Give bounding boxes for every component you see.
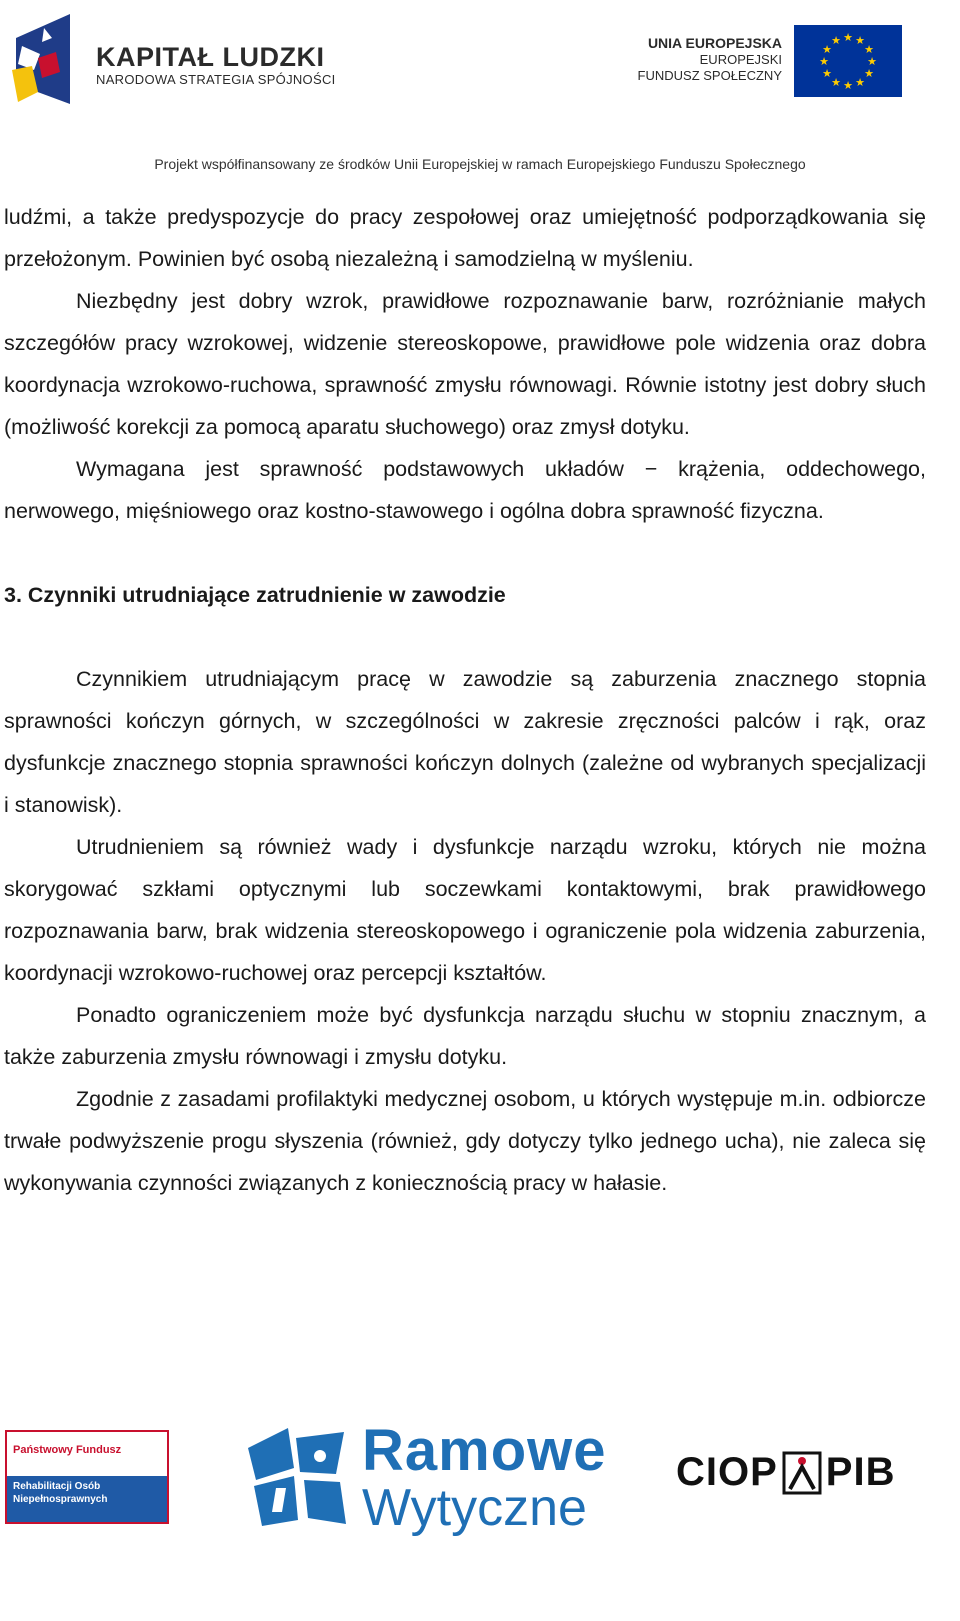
kapital-ludzki-wordmark bbox=[96, 42, 336, 88]
ciop-person-icon bbox=[782, 1451, 822, 1495]
paragraph-3: Wymagana jest sprawność podstawowych układów − krążenia, oddechowego, nerwowego, mięśniowego oraz kostno-stawowego i ogólna dobra sprawność fizyczna. bbox=[4, 457, 926, 523]
paragraph-4: Czynnikiem utrudniającym pracę w zawodzie są zaburzenia znacznego stopnia sprawności kończyn górnych, w szczególności w zakresie zręczności palców i rąk, oraz dysfunkcje znacznego stopnia sprawności kończyn dolnych (zależne od wybranych specjalizacji i stanowisk). bbox=[4, 667, 926, 817]
svg-text:★: ★ bbox=[831, 76, 841, 89]
document-body bbox=[4, 196, 926, 1204]
svg-text:★: ★ bbox=[867, 55, 877, 68]
svg-text:★: ★ bbox=[855, 76, 865, 89]
page-footer bbox=[0, 1420, 960, 1620]
wytyczne-title: Wytyczne bbox=[362, 1479, 587, 1537]
paragraph-6: Ponadto ograniczeniem może być dysfunkcja narządu słuchu w stopniu znacznym, a także zaburzenia zmysłu równowagi i zmysłu dotyku. bbox=[4, 1003, 926, 1069]
svg-text:★: ★ bbox=[822, 67, 832, 80]
svg-text:★: ★ bbox=[864, 43, 874, 56]
eu-line-1: UNIA EUROPEJSKA bbox=[647, 35, 782, 51]
page-header bbox=[0, 0, 960, 190]
ramowe-wytyczne-wordmark bbox=[362, 1418, 607, 1537]
pfron-logo bbox=[5, 1430, 169, 1524]
svg-text:★: ★ bbox=[864, 67, 874, 80]
svg-text:★: ★ bbox=[822, 43, 832, 56]
pfron-logo-bottom: Rehabilitacji Osób Niepełnosprawnych bbox=[7, 1476, 167, 1522]
ramowe-title: Ramowe bbox=[362, 1418, 607, 1483]
kapital-ludzki-logo-icon bbox=[8, 8, 78, 118]
svg-text:★: ★ bbox=[819, 55, 829, 68]
eu-line-3: FUNDUSZ SPOŁECZNY bbox=[637, 68, 782, 83]
pib-text: PIB bbox=[825, 1450, 896, 1494]
pfron-logo-top: Państwowy Fundusz bbox=[13, 1444, 122, 1456]
paragraph-2: Niezbędny jest dobry wzrok, prawidłowe rozpoznawanie barw, rozróżnianie małych szczegółów pracy wzrokowej, widzenie stereoskopowe, prawidłowe pole widzenia oraz dobra koordynacja wzrokowo-ruchowa, sprawność zmysłu równowagi. Równie istotny jest dobry słuch (możliwość korekcji za pomocą aparatu słuchowego) oraz zmysł dotyku. bbox=[4, 289, 926, 439]
svg-text:★: ★ bbox=[831, 34, 841, 47]
eu-line-2: EUROPEJSKI bbox=[699, 52, 782, 67]
svg-text:★: ★ bbox=[843, 31, 853, 44]
spacer bbox=[4, 616, 926, 658]
ciop-text: CIOP bbox=[676, 1450, 778, 1494]
ciop-pib-logo bbox=[676, 1450, 895, 1495]
spacer bbox=[4, 532, 926, 574]
project-cofinancing-line: Projekt współfinansowany ze środków Unii Europejskiej w ramach Europejskiego Funduszu Społecznego bbox=[154, 156, 806, 172]
ramowe-wytyczne-mark-icon bbox=[248, 1428, 348, 1528]
paragraph-5: Utrudnieniem są również wady i dysfunkcje narządu wzroku, których nie można skorygować szkłami optycznymi lub soczewkami kontaktowymi, brak prawidłowego rozpoznawania barw, brak widzenia stereoskopowego i ograniczenie pola widzenia zaburzenia, koordynacji wzrokowo-ruchowej oraz percepcji kształtów. bbox=[4, 835, 926, 985]
svg-text:★: ★ bbox=[843, 79, 853, 92]
kapital-ludzki-title: KAPITAŁ LUDZKI bbox=[96, 42, 325, 72]
kapital-ludzki-subtitle: NARODOWA STRATEGIA SPÓJNOŚCI bbox=[96, 72, 336, 87]
svg-text:★: ★ bbox=[855, 34, 865, 47]
paragraph-1: ludźmi, a także predyspozycje do pracy zespołowej oraz umiejętność podporządkowania się przełożonym. Powinien być osobą niezależną i samodzielną w myśleniu. bbox=[4, 205, 926, 271]
eu-wordmark bbox=[638, 34, 782, 84]
section-heading: 3. Czynniki utrudniające zatrudnienie w zawodzie bbox=[4, 583, 506, 607]
paragraph-7: Zgodnie z zasadami profilaktyki medycznej osobom, u których występuje m.in. odbiorcze trwałe podwyższenie progu słyszenia (również, gdy dotyczy tylko jednego ucha), nie zaleca się wykonywania czynności związanych z koniecznością pracy w hałasie. bbox=[4, 1087, 926, 1195]
eu-flag-icon bbox=[794, 25, 902, 97]
